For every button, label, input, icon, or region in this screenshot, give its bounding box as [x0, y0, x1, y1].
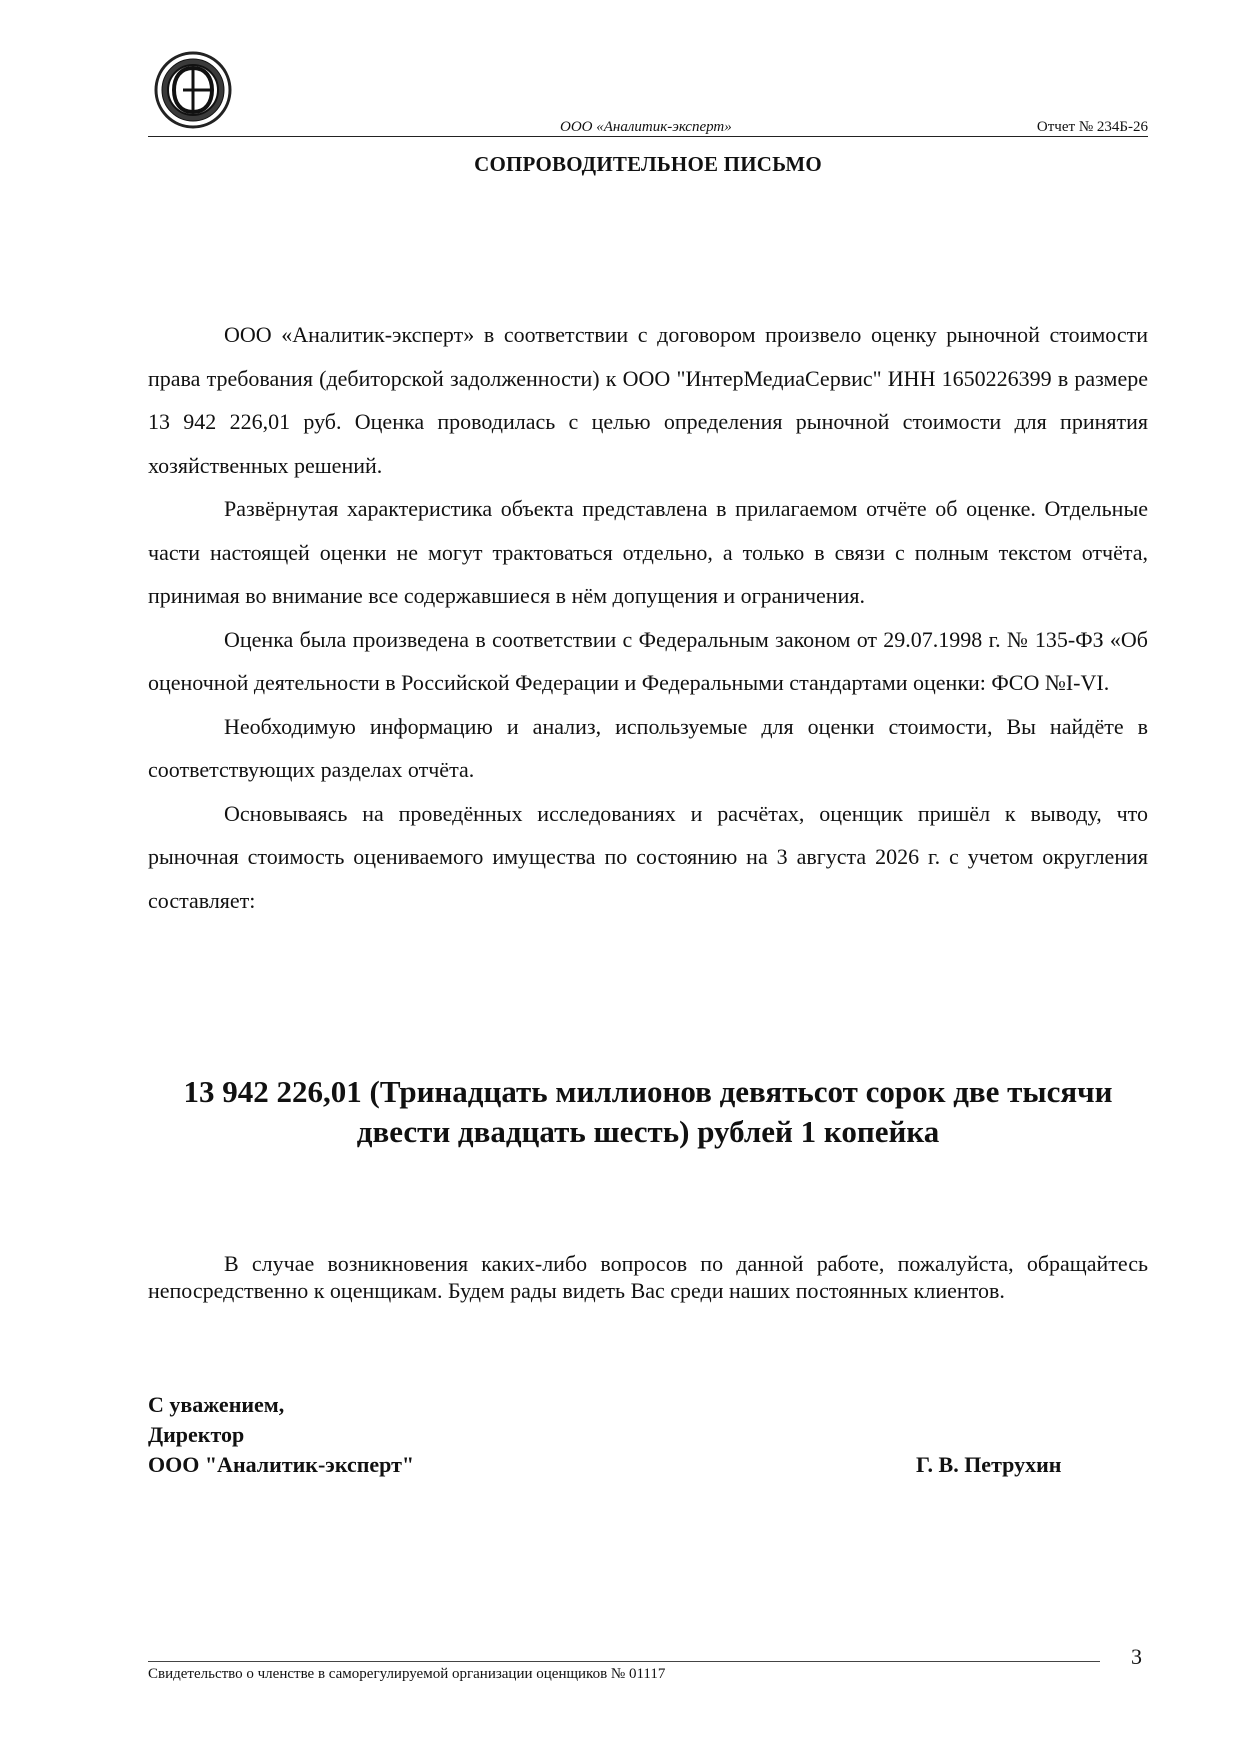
header-company: ООО «Аналитик-эксперт» [560, 119, 732, 135]
market-value-line: двести двадцать шесть) рублей 1 копейка [356, 1114, 940, 1149]
contact-paragraph: В случае возникновения каких-либо вопросов по данной работе, пожалуйста, обращайтесь непосредственно к оценщикам. Будем рады видеть Вас среди наших постоянных клиентов. [148, 1251, 1148, 1303]
page-number: 3 [1131, 1644, 1142, 1669]
document-title: СОПРОВОДИТЕЛЬНОЕ ПИСЬМО [474, 152, 822, 176]
signature-name: Г. В. Петрухин [916, 1452, 1062, 1477]
paragraph: Необходимую информацию и анализ, используемые для оценки стоимости, Вы найдёте в соответствующих разделах отчёта. [148, 713, 1148, 782]
analitik-expert-logo-icon [153, 50, 233, 130]
signature-position: Директор [148, 1422, 245, 1447]
market-value [148, 1072, 1148, 1152]
footer-text: Свидетельство о членстве в саморегулируемой организации оценщиков № 01117 [148, 1666, 666, 1682]
paragraph: Основываясь на проведённых исследованиях и расчётах, оценщик пришёл к выводу, что рыночная стоимость оцениваемого имущества по состоянию на 3 августа 2026 г. с учетом округления составляет: [148, 800, 1148, 913]
footer-divider [148, 1661, 1100, 1662]
market-value-line: 13 942 226,01 (Тринадцать миллионов девятьсот сорок две тысячи [183, 1074, 1113, 1109]
header-report-number: Отчет № 234Б-26 [1036, 119, 1148, 135]
letter-body [148, 313, 1148, 922]
signature-block [148, 1390, 1148, 1480]
header-divider [148, 136, 1148, 137]
paragraph: Оценка была произведена в соответствии с Федеральным законом от 29.07.1998 г. № 135-ФЗ «Об оценочной деятельности в Российской Федерации и Федеральными стандартами оценки: ФСО №I-VI. [148, 626, 1148, 695]
paragraph: ООО «Аналитик-эксперт» в соответствии с договором произвело оценку рыночной стоимости права требования (дебиторской задолженности) к ООО "ИнтерМедиаСервис" ИНН 1650226399 в размере 13 942 226,01 руб. Оценка проводилась с целью определения рыночной стоимости для принятия хозяйственных решений. [148, 322, 1148, 478]
signature-organization: ООО "Аналитик-эксперт" [148, 1452, 415, 1477]
paragraph: Развёрнутая характеристика объекта представлена в прилагаемом отчёте об оценке. Отдельные части настоящей оценки не могут трактоваться отдельно, а только в связи с полным текстом отчёта, принимая во внимание все содержавшиеся в нём допущения и ограничения. [148, 496, 1148, 608]
signature-closing: С уважением, [148, 1392, 285, 1417]
contact-paragraph-block [148, 1250, 1148, 1304]
